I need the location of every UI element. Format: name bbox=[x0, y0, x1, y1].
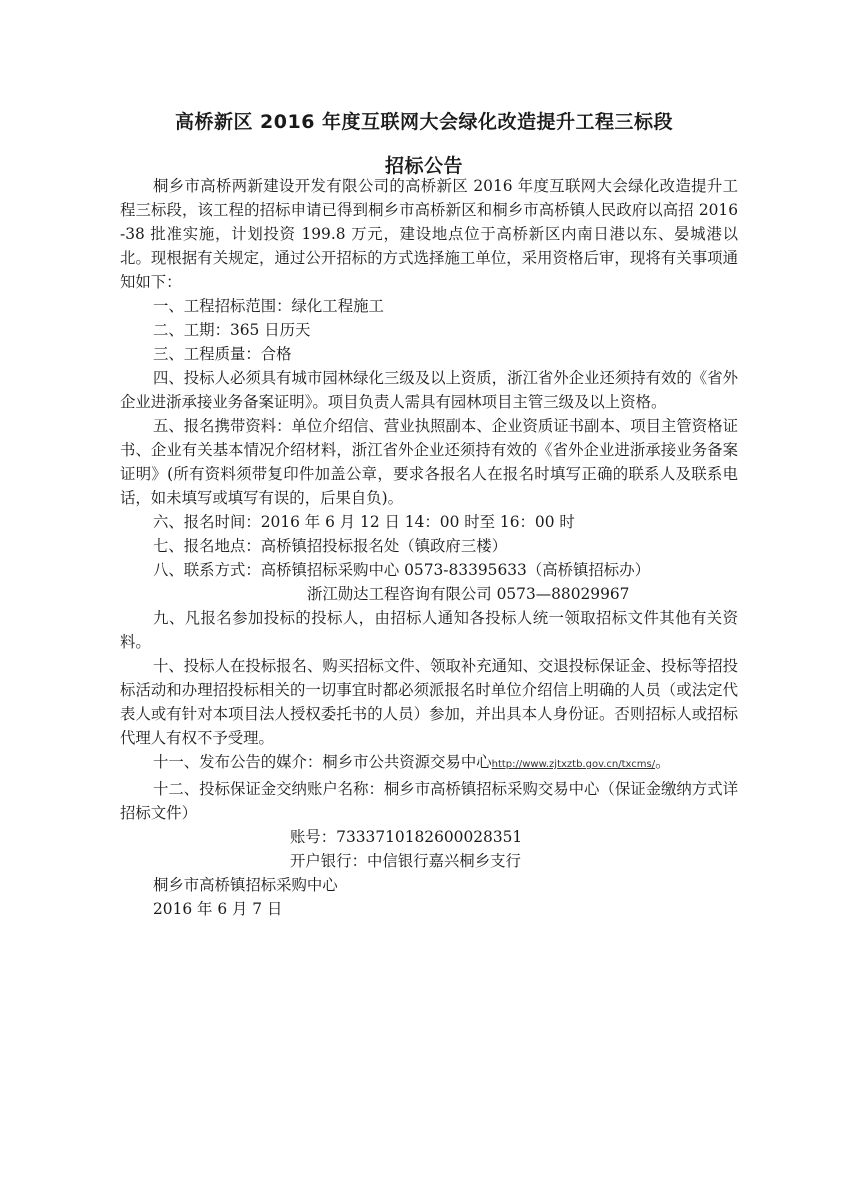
document-subtitle: 招标公告 bbox=[384, 155, 463, 177]
issuer-signature: 桐乡市高桥镇招标采购中心 bbox=[153, 876, 338, 894]
item-contact: 八、联系方式：高桥镇招标采购中心 0573-83395633（高桥镇招标办） bbox=[153, 561, 650, 579]
item-scope: 一、工程招标范围：绿化工程施工 bbox=[153, 297, 384, 315]
issue-date: 2016 年 6 月 7 日 bbox=[153, 900, 283, 918]
item-materials: 五、报名携带资料：单位介绍信、营业执照副本、企业资质证书副本、项目主管资格证书、企业有关基本情况介绍材料，浙江省外企业还须持有效的《省外企业进浙承接业务备案证明》(所有资料须带复印件加盖公章，要求各报名人在报名时填写正确的联系人及联系电话，如未填写或填写有误的，后果自负)。 bbox=[120, 417, 738, 507]
document-body bbox=[120, 174, 738, 921]
item-quality: 三、工程质量：合格 bbox=[153, 345, 292, 363]
document-title: 高桥新区 2016 年度互联网大会绿化改造提升工程三标段 bbox=[174, 111, 674, 133]
item-registration-time: 六、报名时间：2016 年 6 月 12 日 14：00 时至 16：00 时 bbox=[153, 513, 575, 531]
item-duration: 二、工期：365 日历天 bbox=[153, 321, 311, 339]
media-link[interactable]: http://www.zjtxztb.gov.cn/txcms/ bbox=[491, 759, 656, 770]
item-media-text: 十一、发布公告的媒介：桐乡市公共资源交易中心 bbox=[153, 753, 492, 771]
item-contact-second: 浙江勋达工程咨询有限公司 0573—88029967 bbox=[307, 585, 630, 603]
item-media-end: 。 bbox=[655, 753, 671, 771]
item-qualification: 四、投标人必须具有城市园林绿化三级及以上资质，浙江省外企业还须持有效的《省外企业进浙承接业务备案证明》。项目负责人需具有园林项目主管三级及以上资格。 bbox=[120, 369, 738, 411]
intro-paragraph: 桐乡市高桥两新建设开发有限公司的高桥新区 2016 年度互联网大会绿化改造提升工程三标段，该工程的招标申请已得到桐乡市高桥新区和桐乡市高桥镇人民政府以高招 2016-38 批准实施，计划投资 199.8 万元，建设地点位于高桥新区内南日港以东、晏城港以北。现根据有关规定，通过公开招标的方式选择施工单位，采用资格后审，现将有关事项通知如下： bbox=[120, 177, 738, 291]
item-representatives: 十、投标人在投标报名、购买招标文件、领取补充通知、交退投标保证金、投标等招投标活动和办理招投标相关的一切事宜时都必须派报名时单位介绍信上明确的人员（或法定代表人或有针对本项目法人授权委托书的人员）参加，并出具本人身份证。否则招标人或招标代理人有权不予受理。 bbox=[120, 657, 738, 747]
item-registration-place: 七、报名地点：高桥镇招投标报名处（镇政府三楼） bbox=[153, 537, 507, 555]
bank-name: 开户银行：中信银行嘉兴桐乡支行 bbox=[290, 852, 521, 870]
item-documents: 九、凡报名参加投标的投标人，由招标人通知各投标人统一领取招标文件其他有关资料。 bbox=[120, 609, 738, 651]
item-media bbox=[120, 750, 738, 777]
account-number: 账号：7333710182600028351 bbox=[290, 828, 523, 846]
item-deposit: 十二、投标保证金交纳账户名称：桐乡市高桥镇招标采购交易中心（保证金缴纳方式详招标文件） bbox=[120, 780, 738, 822]
